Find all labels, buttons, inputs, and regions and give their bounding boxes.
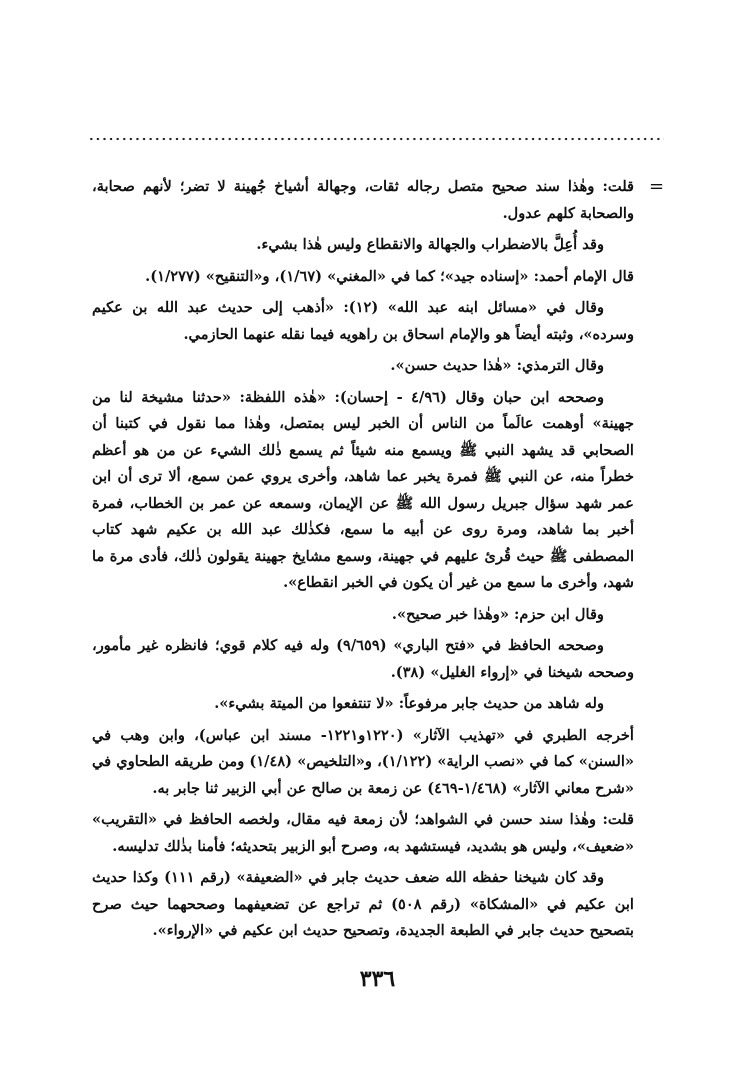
footnote-paragraph: قلت: وهٰذا سند صحيح متصل رجاله ثقات، وجهالة أشياخ جُهينة لا تضر؛ لأنهم صحابة، والصحابة كلهم عدول.	[92, 178, 634, 222]
footnote-continuation-mark: =	[649, 176, 665, 197]
footnote-paragraph: وقال في «مسائل ابنه عبد الله» (١٢): «أذهب إلى حديث عبد الله بن عكيم وسرده»، وثبته أيضاً هو والإمام اسحاق بن راهويه فيما نقله عنهما الحازمي.	[92, 299, 634, 343]
footnote-paragraph: وقال الترمذي: «هٰذا حديث حسن».	[390, 357, 604, 374]
footnote-paragraph: أخرجه الطبري في «تهذيب الآثار» (١٢٢٠و١٢٢١- مسند ابن عباس)، وابن وهب في «السنن» كما في «نصب الراية» (١/١٢٢)، و«التلخيص» (١/٤٨) ومن طريقه الطحاوي في «شرح معاني الآثار» (١/٤٦٨-٤٦٩) عن زمعة بن صالح عن أبي الزبير ثنا جابر به.	[92, 726, 634, 797]
footnote-paragraph: وصححه ابن حبان وقال (٤/٩٦ - إحسان): «هٰذه اللفظة: «حدثنا مشيخة لنا من جهينة» أوهمت عالَماً من الناس أن الخبر ليس بمتصل، وهٰذا مما نقول في كتبنا أن الصحابي قد يشهد النبي ﷺ ويسمع منه شيئاً ثم يسمع ذٰلك الشيء عن من هو أعظم خطراً منه، عن النبي ﷺ فمرة يخبر عما شاهد، وأخرى يروي عمن سمع، ألا ترى أن ابن عمر شهد سؤال جبريل رسول الله ﷺ عن الإيمان، وسمعه عن عمر بن الخطاب، فمرة أخبر بما شاهد، ومرة روى عن أبيه ما سمع، فكذٰلك عبد الله بن عكيم شهد كتاب المصطفى ﷺ حيث قُرئ عليهم في جهينة، وسمع مشايخ جهينة يقولون ذٰلك، فأدى مرة ما شهد، وأخرى ما سمع من غير أن يكون في الخبر انقطاع».	[92, 388, 634, 591]
footnote-paragraph: وله شاهد من حديث جابر مرفوعاً: «لا تنتفعوا من الميتة بشيء».	[214, 695, 604, 712]
footnote-paragraph: وقال ابن حزم: «وهٰذا خبر صحيح».	[391, 605, 604, 623]
footnote-paragraph: قال الإمام أحمد: «إسناده جيد»؛ كما في «المغني» (١/٦٧)، و«التنقيح» (١/٢٧٧).	[145, 267, 634, 285]
footnote-paragraph: وقد أُعِلَّ بالاضطراب والجهالة والانقطاع وليس هٰذا بشيء.	[256, 236, 604, 253]
footnote-paragraph: قلت: وهٰذا سند حسن في الشواهد؛ لأن زمعة فيه مقال، ولخصه الحافظ في «التقريب» «ضعيف»، وليس هو بشديد، فيستشهد به، وصرح أبو الزبير بتحديثه؛ فأمنا بذٰلك تدليسه.	[92, 811, 634, 855]
footnote-paragraph: وقد كان شيخنا حفظه الله ضعف حديث جابر في «الضعيفة» (رقم ١١١) وكذا حديث ابن عكيم في «المشكاة» (رقم ٥٠٨) ثم تراجع عن تضعيفهما وصححهما حيث صرح بتصحيح حديث جابر في الطبعة الجديدة، وتصحيح حديث ابن عكيم في «الإرواء».	[92, 869, 634, 939]
page-number: ٣٣٦	[359, 966, 396, 992]
footnote-body	[92, 174, 634, 950]
footnote-paragraph: وصححه الحافظ في «فتح الباري» (٩/٦٥٩) وله فيه كلام قوي؛ فانظره غير مأمور، وصححه شيخنا في «إرواء الغليل» (٣٨).	[92, 637, 634, 681]
dotted-separator	[88, 134, 664, 144]
